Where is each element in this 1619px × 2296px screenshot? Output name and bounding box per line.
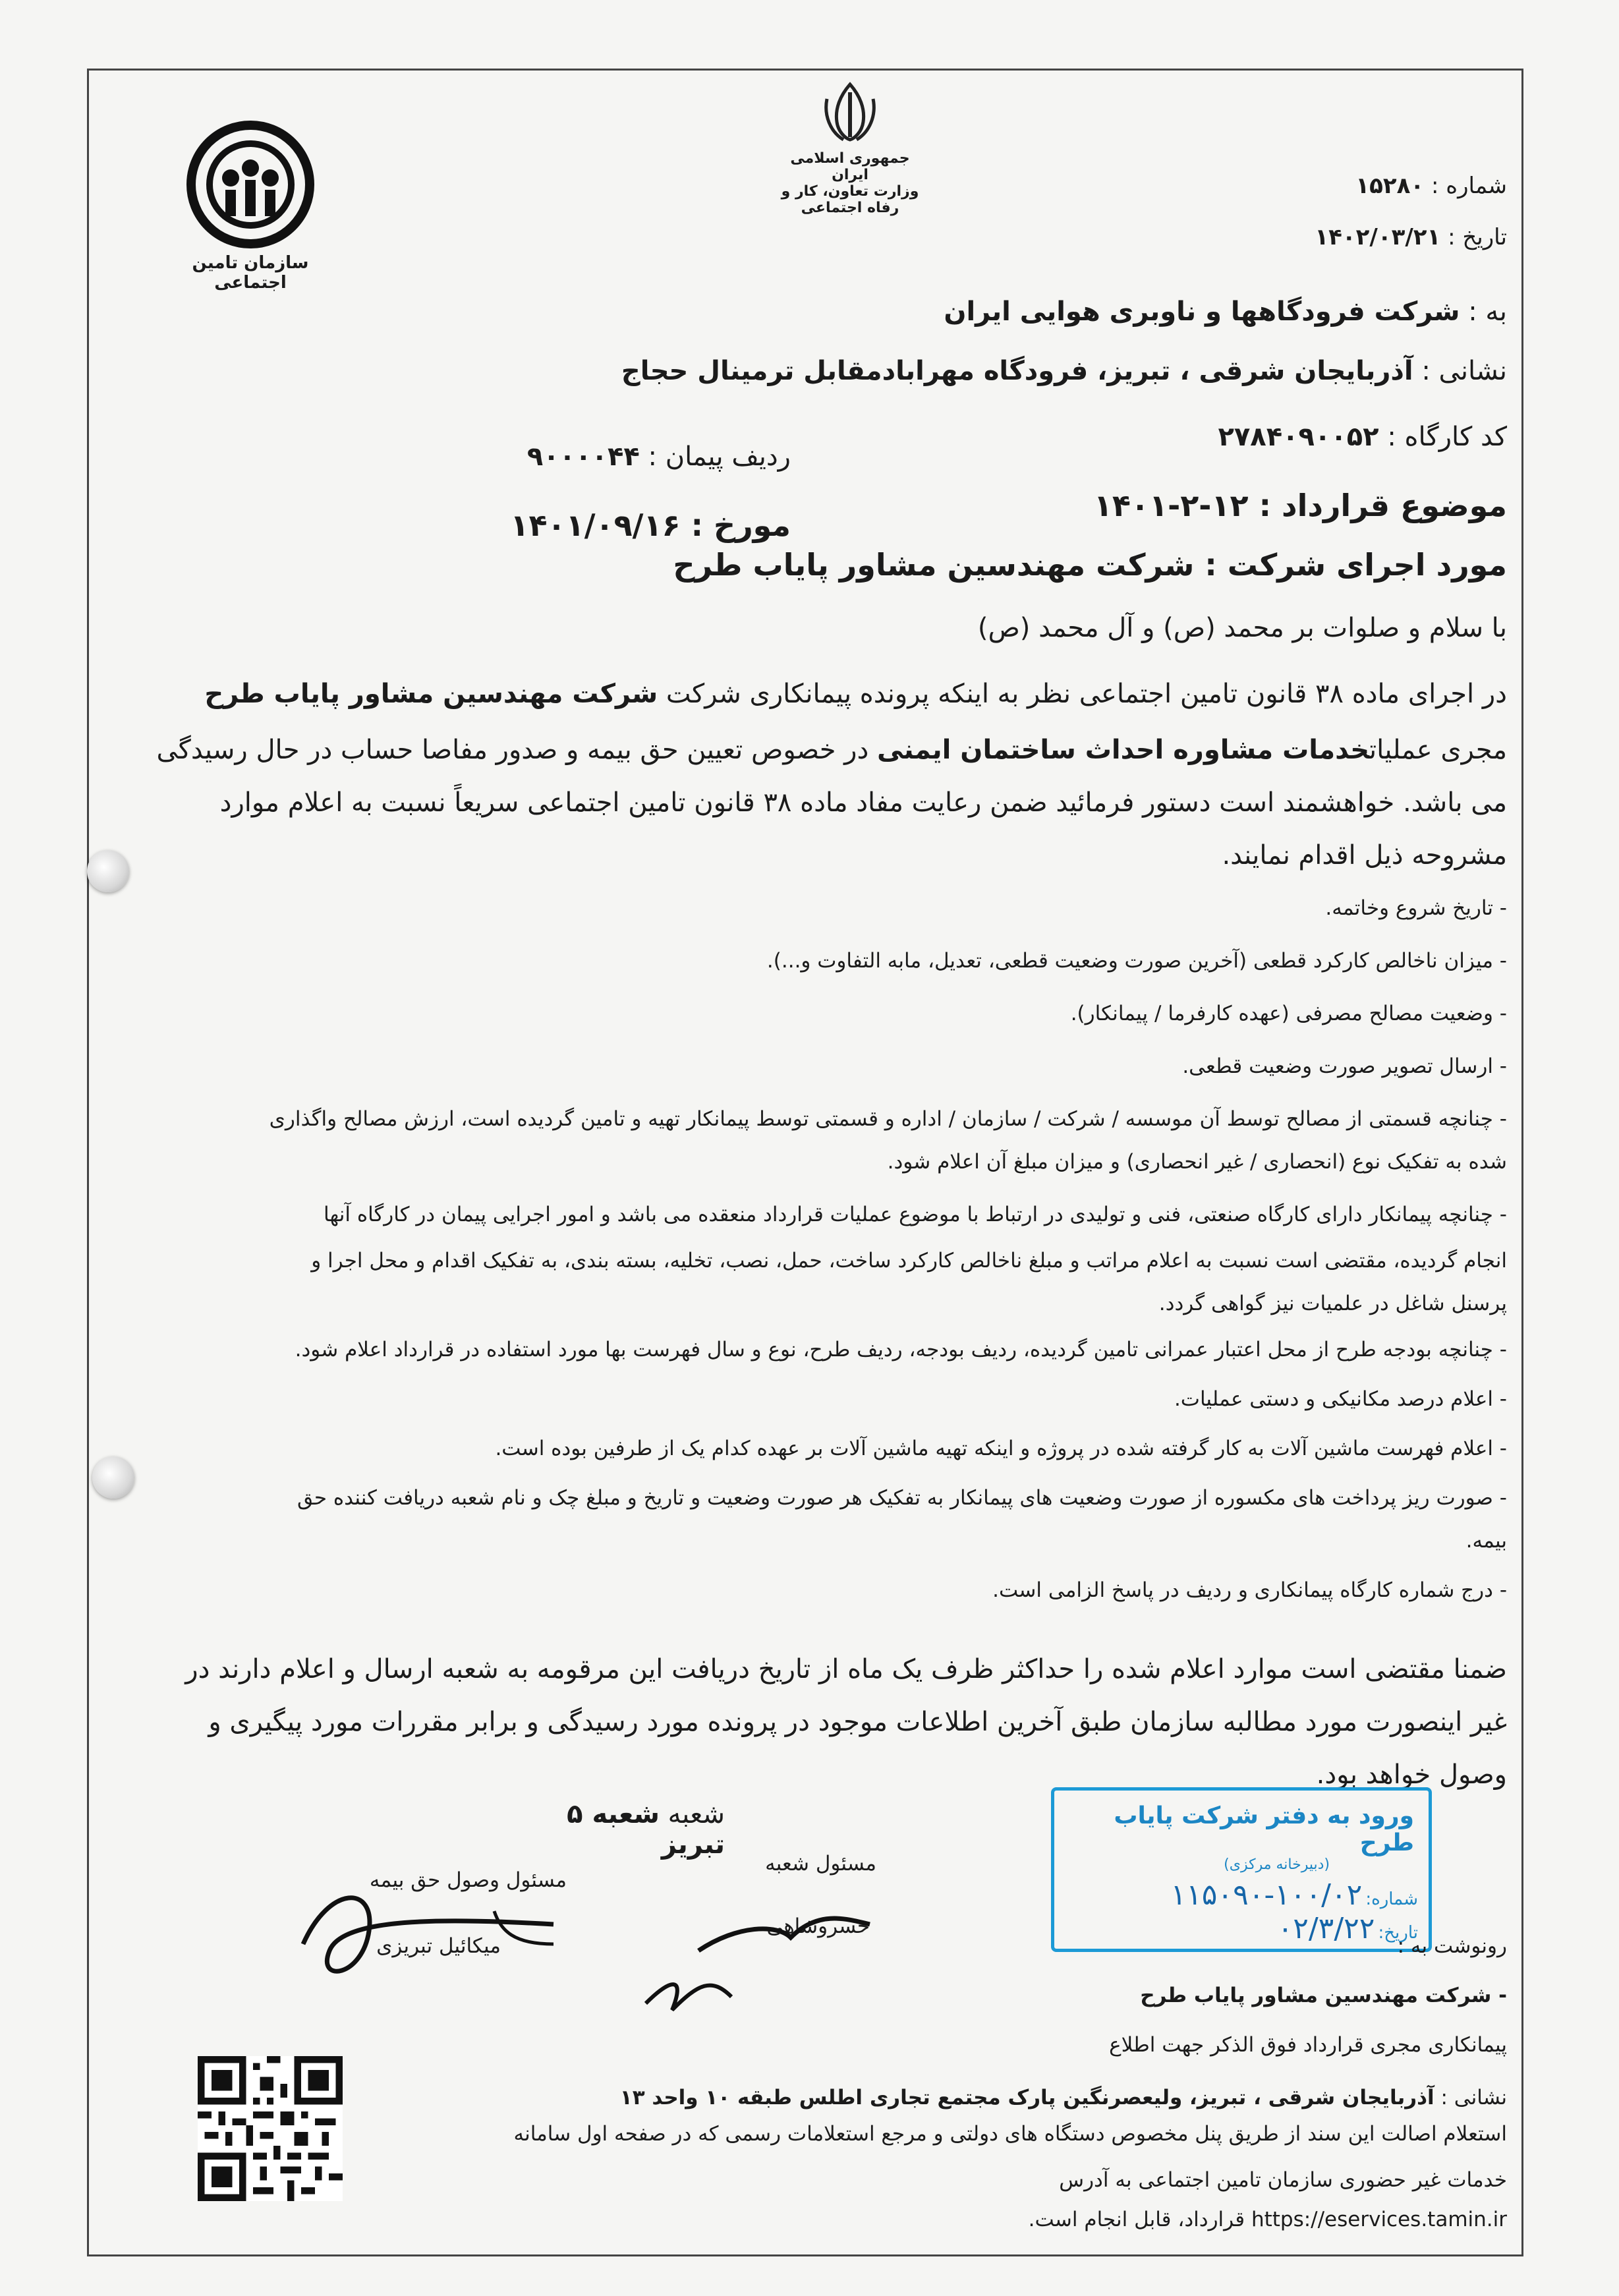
emblem-icon: [820, 79, 880, 145]
workshop-code: [914, 422, 1507, 452]
footer-line-2: [387, 2168, 1507, 2192]
list-item: - چنانچه پیمانکار دارای کارگاه صنعتی، فنی و تولیدی در ارتباط با موضوع عملیات قرارداد منعقده می باشد و امور اجرایی پیمان در کارگاه آنها: [324, 1203, 1507, 1226]
stamp-number-value: ۱۰۰/۰۲-۱۱۵۰۹۰: [1170, 1878, 1363, 1912]
recipient-to: [90, 297, 1507, 327]
list-item: - ارسال تصویر صورت وضعیت قطعی.: [1182, 1054, 1507, 1078]
address-label: نشانی :: [1421, 356, 1507, 386]
number-value: ۱۵۲۸۰: [1355, 173, 1425, 199]
executor-value: شرکت مهندسین مشاور پایاب طرح: [673, 547, 1195, 583]
list-item: - صورت ریز پرداخت های مکسوره از صورت وضعیت های پیمانکار به تفکیک هر صورت وضعیت و تاریخ و مبلغ چک و نام شعبه دریافت کننده حق: [297, 1486, 1507, 1510]
logo-caption: سازمان تامین اجتماعی: [192, 253, 309, 293]
paragraph-line-3: می باشد. خواهشمند است دستور فرمائید ضمن رعایت مفاد ماده ۳۸ قانون تامین اجتماعی سریعاً نسبت به اعلام موارد: [219, 788, 1507, 818]
para-text-e: در خصوص تعیین حق بیمه و صدور مفاصا حساب در حال رسیدگی: [156, 735, 878, 765]
cc-address: [426, 2086, 1507, 2109]
number-label: شماره :: [1431, 173, 1507, 199]
iran-emblem: [778, 79, 923, 216]
dated-label: مورخ :: [691, 507, 791, 543]
to-label: به :: [1468, 297, 1507, 327]
footer-url[interactable]: https://eservices.tamin.ir: [1251, 2208, 1507, 2231]
row-label: ردیف پیمان :: [648, 442, 791, 472]
signature-scribbles: [277, 1845, 1133, 2043]
dated-value: ۱۴۰۱/۰۹/۱۶: [510, 507, 681, 543]
footer-line-3: [387, 2208, 1507, 2231]
cc-desc: پیمانکاری مجری قرارداد فوق الذکر جهت اطلاع: [1109, 2033, 1507, 2057]
list-item: - وضعیت مصالح مصرفی (عهده کارفرما / پیمانکار).: [1070, 1002, 1507, 1025]
list-item: - درج شماره کارگاه پیمانکاری و ردیف در پاسخ الزامی است.: [992, 1578, 1507, 1602]
stamp-date-value: ۰۲/۳/۲۲: [1277, 1912, 1375, 1945]
contract-subject: [914, 488, 1507, 523]
list-item: - اعلام درصد مکانیکی و دستی عملیات.: [1174, 1387, 1507, 1411]
executor-label: مورد اجرای شرکت :: [1205, 547, 1507, 583]
para-company: شرکت مهندسین مشاور پایاب طرح: [204, 679, 658, 709]
emblem-text-1: جمهوری اسلامی ایران: [790, 150, 910, 183]
stamp-title: ورود به دفتر شرکت پایاب طرح: [1114, 1802, 1414, 1856]
subject-value: ۱۲-۲-۱۴۰۱: [1093, 488, 1249, 523]
para-text-c: مجری عملیات: [1369, 735, 1507, 765]
address-value: آذربایجان شرقی ، تبریز، فرودگاه مهرابادمقابل ترمینال حجاج: [621, 356, 1413, 386]
officer-title: مسئول شعبه: [765, 1852, 876, 1876]
cc-address-label: نشانی :: [1440, 2086, 1507, 2109]
footer-line-1: استعلام اصالت این سند از طریق پنل مخصوص دستگاه های دولتی و مرجع استعلامات رسمی که در صفحه اول سامانه: [513, 2122, 1507, 2146]
closing-line-1: ضمنا مقتضی است موارد اعلام شده را حداکثر ظرف یک ماه از تاریخ دریافت این مرقومه به شعبه ارسال و اعلام دارند در: [185, 1654, 1507, 1684]
paragraph-line-2: [90, 735, 1507, 765]
footer-text-2: خدمات غیر حضوری سازمان تامین اجتماعی به آدرس: [1059, 2168, 1507, 2192]
list-item: شده به تفکیک نوع (انحصاری / غیر انحصاری) و میزان مبلغ آن اعلام شود.: [887, 1150, 1507, 1174]
letter-number: [1178, 173, 1507, 199]
paragraph-line-4: مشروحه ذیل اقدام نمایند.: [1222, 840, 1507, 871]
footer-text-3: قرارداد، قابل انجام است.: [1028, 2208, 1245, 2231]
list-item: انجام گردیده، مقتضی است نسبت به اعلام مراتب و مبلغ ناخالص کارکرد ساخت، حمل، نصب، تخلیه، بسته بندی، به تفکیک اقدام و محل اجرا و: [311, 1249, 1507, 1273]
closing-line-2: غیر اینصورت مورد مطالبه سازمان طبق آخرین اطلاعات موجود در پرونده مورد رسیدگی و برابر مقررات مورد پیگیری و: [208, 1707, 1507, 1737]
contract-dated: [455, 507, 791, 543]
para-project: خدمات مشاوره احداث ساختمان ایمنی: [877, 735, 1370, 765]
subject-label: موضوع قرارداد :: [1259, 488, 1507, 523]
list-item: - میزان ناخالص کارکرد قطعی (آخرین صورت وضعیت قطعی، تعدیل، مابه التفاوت و...).: [766, 949, 1507, 973]
paragraph-line-1: [90, 679, 1507, 709]
contract-row: [422, 442, 791, 472]
para-text-a: در اجرای ماده ۳۸ قانون تامین اجتماعی نظر به اینکه پرونده پیمانکاری شرکت: [658, 679, 1507, 709]
entry-stamp: [1051, 1787, 1432, 1952]
recipient-address: [90, 356, 1507, 386]
list-item: - چنانچه قسمتی از مصالح توسط آن موسسه / شرکت / سازمان / اداره و قسمتی توسط پیمانکار تهیه و تامین گردیده است، ارزش مصالح واگذاری: [269, 1107, 1507, 1131]
collector-name: میکائیل تبریزی: [376, 1934, 501, 1958]
date-value: ۱۴۰۲/۰۳/۲۱: [1315, 224, 1441, 250]
stamp-date-label: تاریخ:: [1378, 1923, 1418, 1943]
cc-address-value: آذربایجان شرقی ، تبریز، ولیعصرنگین پارک مجتمع تجاری اطلس طبقه ۱۰ واحد ۱۳: [619, 2086, 1434, 2109]
stamp-subtitle: (دبیرخانه مرکزی): [1224, 1856, 1330, 1873]
contract-executor: [650, 547, 1507, 583]
workshop-value: ۲۷۸۴۰۹۰۰۵۲: [1218, 422, 1379, 452]
list-item: پرسنل شاغل در علمیات نیز گواهی گردد.: [1158, 1292, 1507, 1315]
date-label: تاریخ :: [1448, 224, 1507, 250]
branch-prefix: شعبه: [667, 1799, 725, 1829]
stamp-number-row: [1054, 1873, 1429, 1912]
to-value: شرکت فرودگاهها و ناوبری هوایی ایران: [944, 297, 1460, 327]
list-item: - تاریخ شروع وخاتمه.: [1325, 896, 1507, 920]
list-item: - چنانچه بودجه طرح از محل اعتبار عمرانی تامین گردیده، ردیف بودجه، ردیف طرح، نوع و سال فهرست بها مورد استفاده در قرارداد اعلام شود.: [295, 1338, 1507, 1362]
qr-code: [198, 2056, 343, 2201]
closing-line-3: وصول خواهد بود.: [1316, 1760, 1507, 1790]
row-value: ۹۰۰۰۰۴۴: [526, 442, 640, 472]
letter-date: [1178, 224, 1507, 250]
emblem-text-2: وزارت تعاون، کار و رفاه اجتماعی: [781, 183, 919, 216]
stamp-number-label: شماره:: [1365, 1889, 1418, 1909]
list-item: - اعلام فهرست ماشین آلات به کار گرفته شده در پروژه و اینکه تهیه ماشین آلات بر عهده کدام یک از طرفین بوده است.: [495, 1437, 1507, 1460]
tamin-logo: [178, 119, 323, 293]
tamin-logo-icon: [185, 119, 316, 250]
list-item: بیمه.: [1465, 1529, 1507, 1553]
workshop-label: کد کارگاه :: [1387, 422, 1507, 452]
branch-value: شعبه ۵ تبریز: [567, 1799, 725, 1860]
cc-label: رونوشت به :: [1397, 1934, 1507, 1958]
collector-title: مسئول وصول حق بیمه: [369, 1868, 567, 1892]
greeting: با سلام و صلوات بر محمد (ص) و آل محمد (ص): [977, 613, 1507, 643]
officer-name: خسروشاهی: [766, 1914, 870, 1938]
cc-company: - شرکت مهندسین مشاور پایاب طرح: [1140, 1984, 1507, 2007]
